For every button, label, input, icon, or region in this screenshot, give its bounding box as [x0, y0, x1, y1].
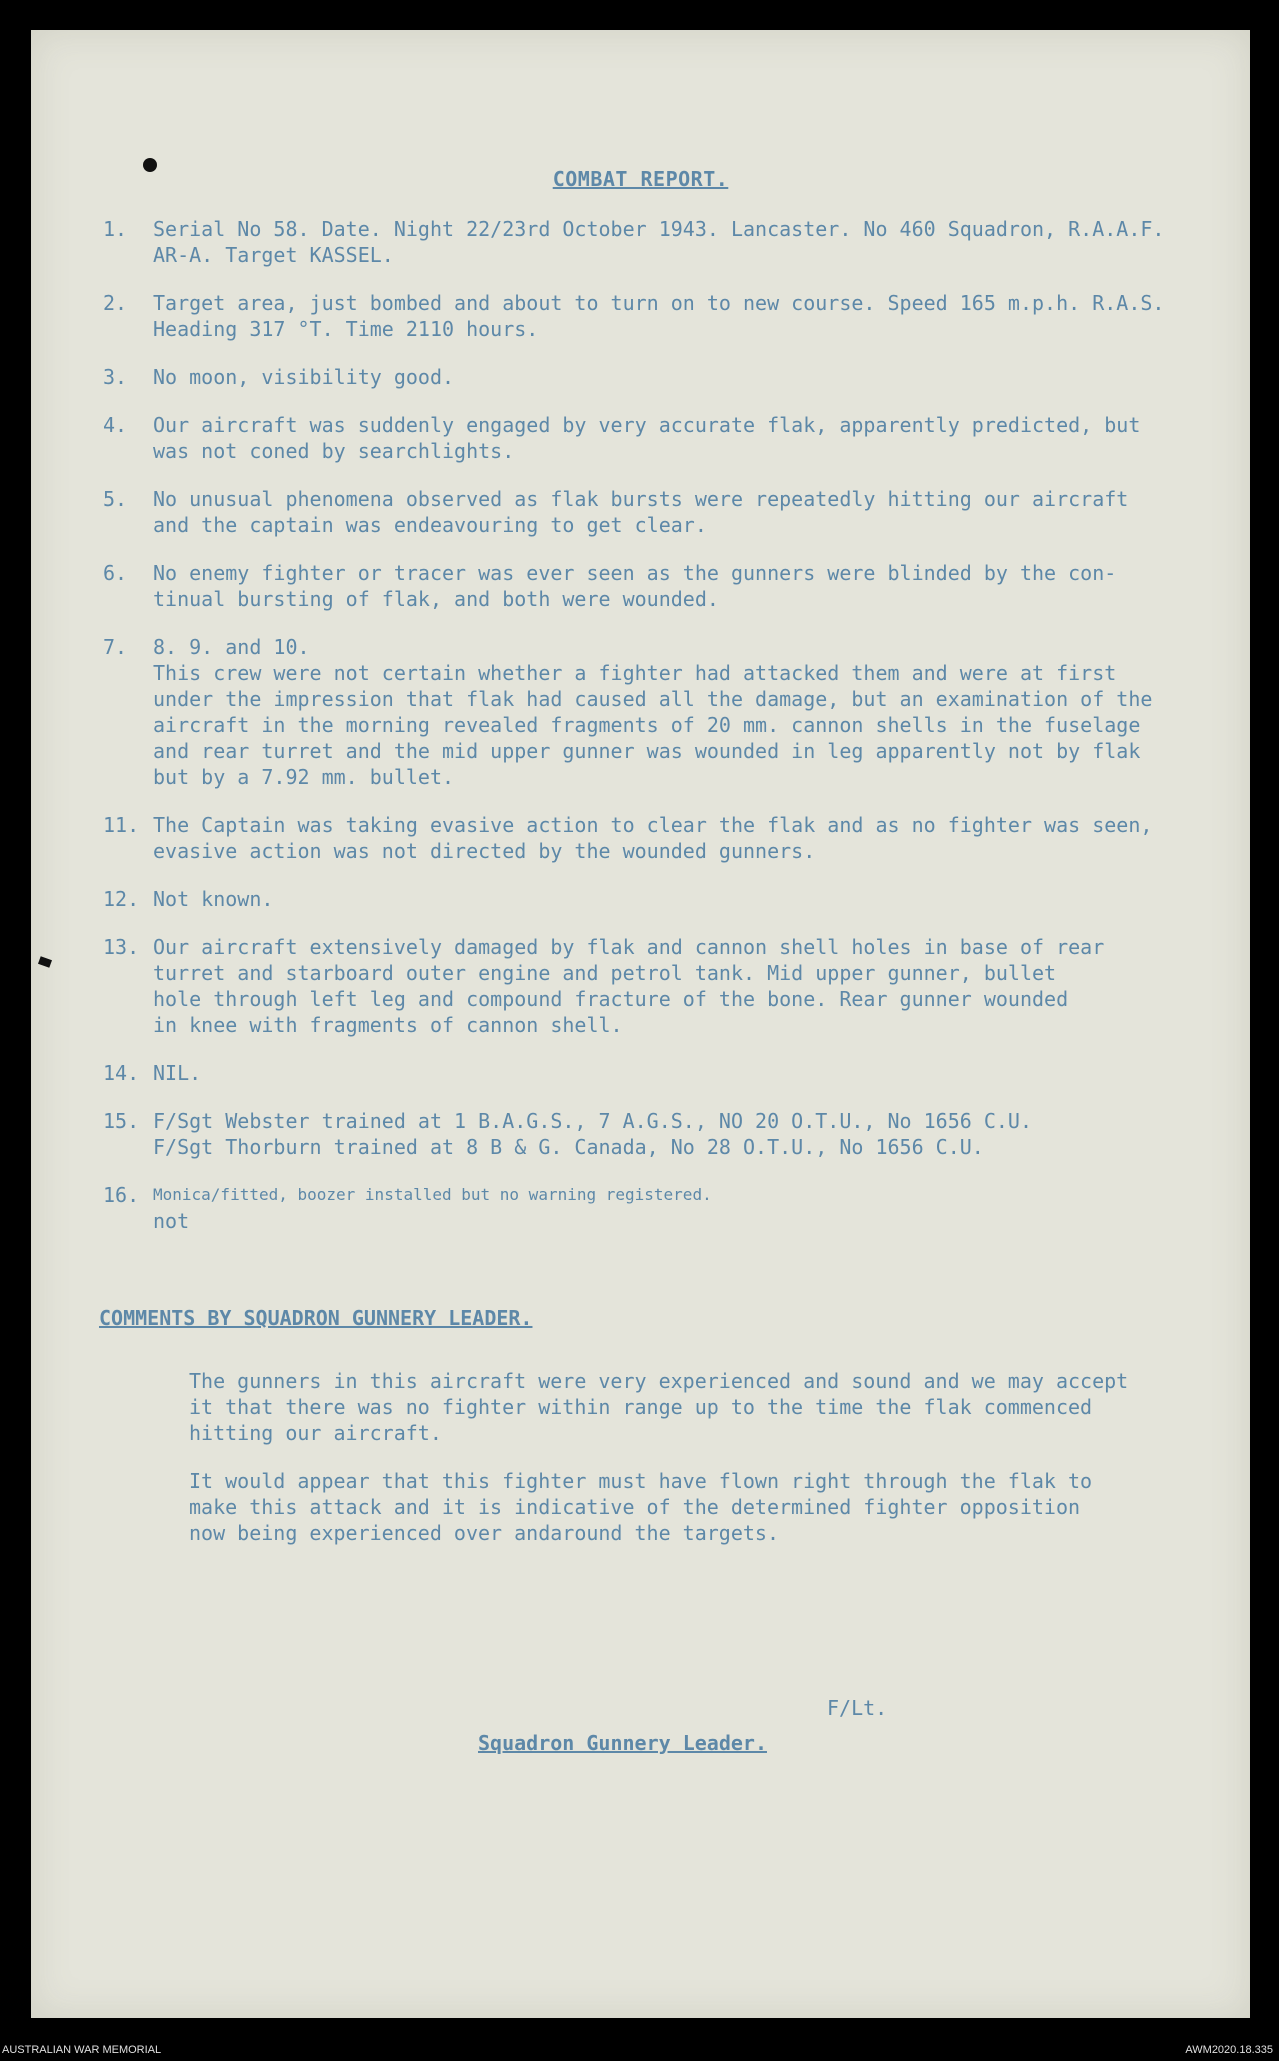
archive-reference: AWM2020.18.335	[1185, 2044, 1273, 2056]
item-line: No moon, visibility good.	[153, 365, 455, 389]
document-page	[31, 30, 1250, 2018]
item-text	[153, 934, 1233, 1038]
report-items	[103, 216, 1233, 1256]
item-line: Serial No 58. Date. Night 22/23rd October 1943. Lancaster. No 460 Squadron, R.A.A.F.	[153, 217, 1165, 241]
report-item	[103, 364, 1233, 390]
comments-heading: COMMENTS BY SQUADRON GUNNERY LEADER.	[99, 1306, 533, 1330]
item-line: Heading 317 °T. Time 2110 hours.	[153, 317, 539, 341]
item-line: in knee with fragments of cannon shell.	[153, 1013, 623, 1037]
item-number: 7.	[103, 635, 128, 659]
item-line: This crew were not certain whether a fighter had attacked them and were at first	[153, 661, 1117, 685]
item-line: tinual bursting of flak, and both were wounded.	[153, 587, 719, 611]
item-line: Monica/fitted, boozer installed but no warning registered.	[153, 1185, 712, 1204]
item-number: 1.	[103, 217, 128, 241]
item-line: but by a 7.92 mm. bullet.	[153, 765, 455, 789]
item-text	[153, 634, 1233, 790]
item-number: 13.	[103, 935, 140, 959]
report-item	[103, 412, 1233, 464]
item-line: Not known.	[153, 887, 274, 911]
item-line: NIL.	[153, 1061, 202, 1085]
report-item	[103, 886, 1233, 912]
report-item	[103, 1060, 1233, 1086]
item-text	[153, 560, 1233, 612]
item-number: 11.	[103, 813, 140, 837]
item-line: evasive action was not directed by the wounded gunners.	[153, 839, 816, 863]
item-text	[153, 886, 1233, 912]
report-item	[103, 812, 1233, 864]
item-text	[153, 1182, 1233, 1234]
item-line: No enemy fighter or tracer was ever seen as the gunners were blinded by the con-	[153, 561, 1117, 585]
item-number: 2.	[103, 291, 128, 315]
item-line: turret and starboard outer engine and petrol tank. Mid upper gunner, bullet	[153, 961, 1057, 985]
item-line: and the captain was endeavouring to get clear.	[153, 513, 707, 537]
report-item	[103, 486, 1233, 538]
report-item	[103, 634, 1233, 790]
item-line: No unusual phenomena observed as flak bursts were repeatedly hitting our aircraft	[153, 487, 1129, 511]
item-text	[153, 812, 1233, 864]
signatory-rank: F/Lt.	[827, 1696, 888, 1720]
item-line: F/Sgt Thorburn trained at 8 B & G. Canada, No 28 O.T.U., No 1656 C.U.	[153, 1135, 984, 1159]
item-line: F/Sgt Webster trained at 1 B.A.G.S., 7 A.G.S., NO 20 O.T.U., No 1656 C.U.	[153, 1109, 1032, 1133]
report-item	[103, 934, 1233, 1038]
comments-section	[189, 1368, 1209, 1568]
item-line: hole through left leg and compound fracture of the bone. Rear gunner wounded	[153, 987, 1069, 1011]
item-line: The Captain was taking evasive action to clear the flak and as no fighter was seen,	[153, 813, 1153, 837]
item-line: under the impression that flak had caused all the damage, but an examination of the	[153, 687, 1153, 711]
item-line: AR-A. Target KASSEL.	[153, 243, 394, 267]
report-item	[103, 216, 1233, 268]
item-text	[153, 412, 1233, 464]
item-number: 14.	[103, 1061, 140, 1085]
item-number: 6.	[103, 561, 128, 585]
item-number: 16.	[103, 1183, 140, 1207]
item-text	[153, 486, 1233, 538]
item-number: 4.	[103, 413, 128, 437]
item-line: Target area, just bombed and about to turn on to new course. Speed 165 m.p.h. R.A.S.	[153, 291, 1165, 315]
comment-paragraph: It would appear that this fighter must have flown right through the flak to make this attack and it is indicative of the determined fighter opposition now being experienced over andaround the targets.	[189, 1469, 1093, 1545]
report-item	[103, 1182, 1233, 1234]
signature-title: Squadron Gunnery Leader.	[478, 1731, 767, 1755]
item-text	[153, 216, 1233, 268]
comment-paragraph: The gunners in this aircraft were very experienced and sound and we may accept it that there was no fighter within range up to the time the flak commenced hitting our aircraft.	[189, 1369, 1129, 1445]
handwritten-insert: not	[153, 1209, 190, 1233]
report-title: COMBAT REPORT.	[552, 167, 729, 191]
item-line: 8. 9. and 10.	[153, 635, 310, 659]
item-number: 15.	[103, 1109, 140, 1133]
report-item	[103, 1108, 1233, 1160]
report-item	[103, 290, 1233, 342]
item-number: 5.	[103, 487, 128, 511]
item-line: Our aircraft was suddenly engaged by very accurate flak, apparently predicted, but	[153, 413, 1141, 437]
report-body	[31, 30, 1250, 2018]
item-text	[153, 1060, 1233, 1086]
item-line: aircraft in the morning revealed fragments of 20 mm. cannon shells in the fuselage	[153, 713, 1141, 737]
item-text	[153, 290, 1233, 342]
item-text	[153, 1108, 1233, 1160]
item-number: 12.	[103, 887, 140, 911]
archive-credit: AUSTRALIAN WAR MEMORIAL	[2, 2044, 162, 2056]
report-item	[103, 560, 1233, 612]
item-line-wrap	[153, 1182, 1233, 1233]
item-text	[153, 364, 1233, 390]
item-line: Our aircraft extensively damaged by flak and cannon shell holes in base of rear	[153, 935, 1105, 959]
item-line: and rear turret and the mid upper gunner was wounded in leg apparently not by flak	[153, 739, 1141, 763]
item-line: was not coned by searchlights.	[153, 439, 515, 463]
item-number: 3.	[103, 365, 128, 389]
